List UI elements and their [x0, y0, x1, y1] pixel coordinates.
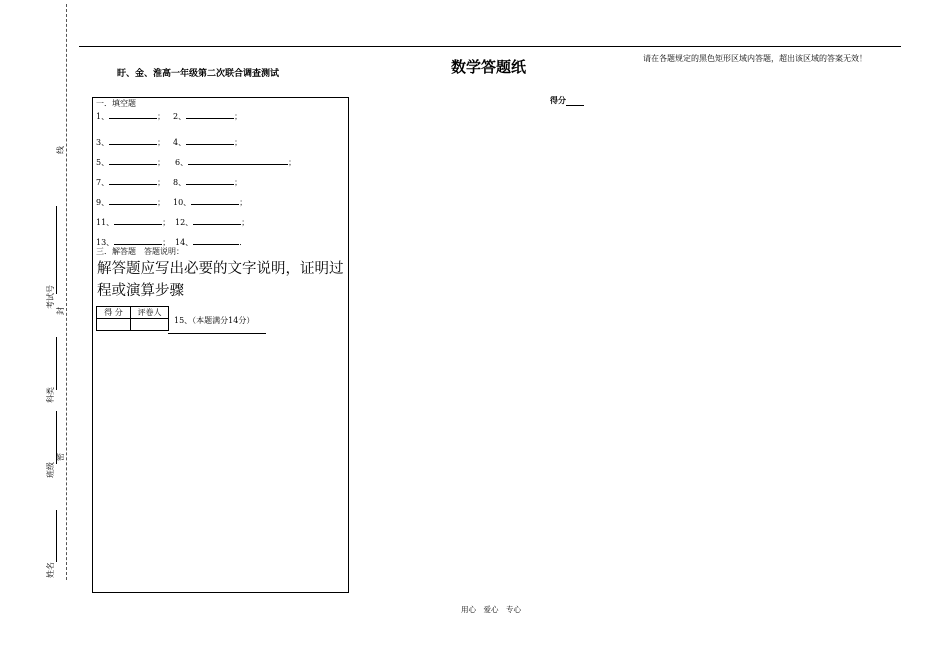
class-label: 班级: [46, 462, 55, 478]
score-label: 得分: [550, 96, 566, 105]
answer-blank[interactable]: [109, 157, 157, 165]
fill-in-item[interactable]: [96, 217, 170, 228]
score-blank: [566, 97, 584, 106]
binding-dashed-line: [66, 4, 67, 580]
fill-in-item[interactable]: [175, 157, 296, 168]
answer-box: [92, 97, 349, 593]
grader-table: [96, 306, 169, 331]
answer-blank[interactable]: [109, 177, 157, 185]
item-number: 3、: [96, 138, 110, 147]
answer-blank[interactable]: [193, 237, 239, 245]
question-15: 15、（本题满分14分）: [174, 316, 255, 325]
item-number: 2、: [173, 112, 187, 121]
binding-secret-mark: 密: [56, 453, 65, 461]
fill-in-section-title: 一．填空题: [96, 99, 136, 108]
fill-in-item[interactable]: [96, 137, 165, 148]
answer-section-header: [96, 246, 184, 257]
fill-in-item[interactable]: [173, 197, 247, 208]
score-cell[interactable]: [97, 319, 131, 331]
fill-in-item[interactable]: [173, 111, 242, 122]
name-label: 姓名: [46, 562, 55, 578]
binding-line-mark: 线: [56, 146, 65, 154]
item-number: 13、: [96, 238, 115, 247]
item-number: 9、: [96, 198, 110, 207]
item-number: 5、: [96, 158, 110, 167]
item-end: ．: [239, 238, 248, 247]
answer-blank[interactable]: [191, 197, 239, 205]
item-end: ；: [234, 178, 243, 187]
answer-blank[interactable]: [109, 197, 157, 205]
school-title: 盱、金、淮高一年级第二次联合调查测试: [117, 69, 280, 79]
fill-in-item[interactable]: [175, 237, 247, 248]
top-rule: [79, 46, 901, 47]
answer-blank[interactable]: [186, 111, 234, 119]
item-number: 10、: [173, 198, 192, 207]
answer-section-title: 三．解答题: [96, 247, 136, 256]
item-end: ；: [162, 238, 171, 247]
item-end: ；: [157, 158, 166, 167]
item-end: ；: [288, 158, 297, 167]
class-line: [56, 411, 57, 464]
item-end: ；: [241, 218, 250, 227]
item-number: 12、: [175, 218, 194, 227]
answer-blank[interactable]: [186, 177, 234, 185]
answer-blank[interactable]: [193, 217, 241, 225]
fill-in-item[interactable]: [96, 177, 165, 188]
item-number: 4、: [173, 138, 187, 147]
subject-label: 科类: [46, 387, 55, 403]
item-end: ；: [157, 112, 166, 121]
answer-blank[interactable]: [109, 137, 157, 145]
fill-in-item[interactable]: [96, 197, 165, 208]
answer-blank[interactable]: [114, 237, 162, 245]
exam-number-line: [56, 206, 57, 294]
item-number: 1、: [96, 112, 110, 121]
fill-in-item[interactable]: [175, 217, 249, 228]
item-number: 11、: [96, 218, 115, 227]
fill-in-item[interactable]: [96, 157, 165, 168]
answer-blank[interactable]: [109, 111, 157, 119]
item-number: 6、: [175, 158, 189, 167]
item-end: ；: [157, 138, 166, 147]
page-title: 数学答题纸: [451, 58, 527, 76]
item-end: ；: [157, 198, 166, 207]
grader-cell[interactable]: [131, 319, 169, 331]
answer-notice: 请在各题规定的黑色矩形区域内答题，超出该区域的答案无效！: [643, 54, 867, 63]
item-end: ；: [234, 138, 243, 147]
footer-text: 用心 爱心 专心: [461, 605, 521, 614]
item-end: ；: [234, 112, 243, 121]
subject-line: [56, 337, 57, 390]
item-end: ；: [162, 218, 171, 227]
item-number: 8、: [173, 178, 187, 187]
instruction-label: 答题说明：: [144, 247, 184, 256]
question-15-line: [168, 333, 266, 334]
item-number: 7、: [96, 178, 110, 187]
grader-header: 评卷人: [131, 307, 169, 319]
answer-blank[interactable]: [186, 137, 234, 145]
fill-in-item[interactable]: [173, 137, 242, 148]
binding-seal-mark: 封: [56, 307, 65, 315]
score-header: 得 分: [97, 307, 131, 319]
item-end: ；: [157, 178, 166, 187]
item-number: 14、: [175, 238, 194, 247]
fill-in-item[interactable]: [96, 111, 165, 122]
item-end: ；: [239, 198, 248, 207]
instruction-text: 解答题应写出必要的文字说明，证明过程或演算步骤: [97, 261, 344, 299]
exam-number-label: 考试号: [46, 285, 55, 309]
fill-in-item[interactable]: [173, 177, 242, 188]
answer-blank[interactable]: [188, 157, 288, 165]
name-line: [56, 510, 57, 562]
score-field[interactable]: [550, 95, 584, 106]
answer-blank[interactable]: [114, 217, 162, 225]
